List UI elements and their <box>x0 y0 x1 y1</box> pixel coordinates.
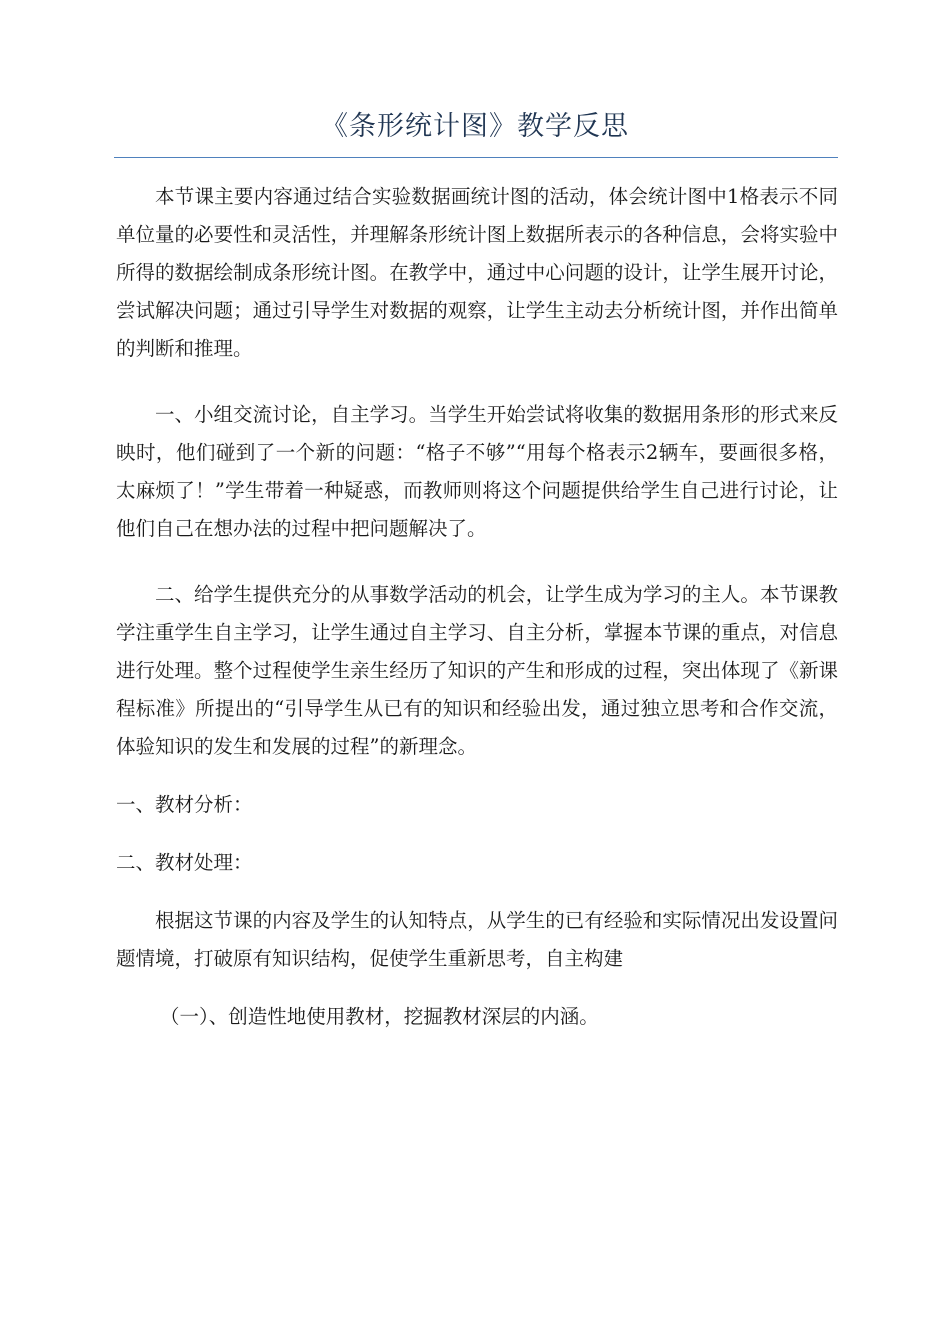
paragraph-group-discussion: 一、小组交流讨论，自主学习。当学生开始尝试将收集的数据用条形的形式来反映时，他们碰到了一个新的问题：“格子不够”“用每个格表示2辆车，要画很多格，太麻烦了！”学生带着一种疑惑，而教师则将这个问题提供给学生自己进行讨论，让他们自己在想办法的过程中把问题解决了。 <box>116 403 838 540</box>
document-title: 《条形统计图》教学反思 <box>321 111 629 142</box>
document-body <box>116 178 838 1036</box>
paragraph-math-activities: 二、给学生提供充分的从事数学活动的机会，让学生成为学习的主人。本节课教学注重学生自主学习，让学生通过自主学习、自主分析，掌握本节课的重点，对信息进行处理。整个过程使学生亲生经历了知识的产生和形成的过程，突出体现了《新课程标准》所提出的“引导学生从已有的知识和经验出发，通过独立思考和合作交流，体验知识的发生和发展的过程”的新理念。 <box>116 583 838 758</box>
subheading-creative-use: （一）、创造性地使用教材，挖掘教材深层的内涵。 <box>160 1005 599 1028</box>
title-divider <box>114 157 838 158</box>
heading-textbook-analysis: 一、教材分析： <box>116 793 253 816</box>
paragraph-processing-detail: 根据这节课的内容及学生的认知特点，从学生的已有经验和实际情况出发设置问题情境，打破原有知识结构，促使学生重新思考，自主构建 <box>116 909 838 970</box>
paragraph-intro: 本节课主要内容通过结合实验数据画统计图的活动，体会统计图中1格表示不同单位量的必要性和灵活性，并理解条形统计图上数据所表示的各种信息，会将实验中所得的数据绘制成条形统计图。在教学中，通过中心问题的设计，让学生展开讨论，尝试解决问题；通过引导学生对数据的观察，让学生主动去分析统计图，并作出简单的判断和推理。 <box>116 185 838 360</box>
heading-textbook-processing: 二、教材处理： <box>116 851 253 874</box>
